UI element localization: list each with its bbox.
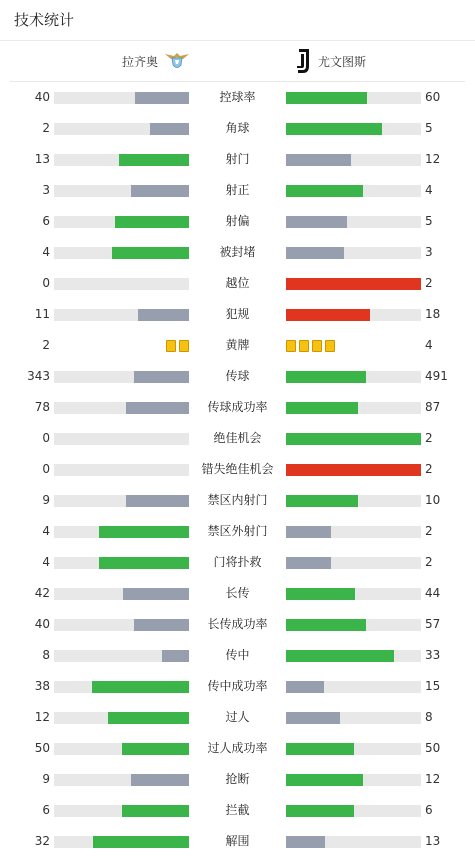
home-stat-value: 42	[34, 586, 50, 600]
home-stat-value: 2	[42, 338, 50, 352]
stat-label: 解围	[225, 834, 250, 848]
away-stat-bar	[286, 185, 363, 197]
away-stat-value: 13	[425, 834, 441, 848]
stat-label: 越位	[225, 276, 250, 290]
away-stat-bar	[286, 309, 370, 321]
away-stat-value: 4	[425, 338, 433, 352]
away-stat-bar-track	[286, 526, 421, 538]
home-stat-value: 2	[42, 121, 50, 135]
away-stat-bar-track	[286, 681, 421, 693]
home-stat-bar-track	[54, 836, 189, 848]
home-stat-value: 3	[42, 183, 50, 197]
away-stat-value: 8	[425, 710, 433, 724]
lazio-eagle-crest-icon	[164, 51, 190, 71]
away-stat-value: 50	[425, 741, 441, 755]
away-stat-value: 10	[425, 493, 441, 507]
stat-row	[0, 392, 475, 423]
away-team-name: 尤文图斯	[318, 54, 367, 69]
home-stat-value: 4	[42, 555, 50, 569]
stat-row	[0, 423, 475, 454]
home-stat-bar	[150, 123, 189, 135]
away-stat-value: 5	[425, 121, 433, 135]
home-stat-bar-track	[54, 743, 189, 755]
away-stat-bar	[286, 743, 354, 755]
stat-row	[0, 237, 475, 268]
away-stat-bar	[286, 216, 347, 228]
away-stat-bar-track	[286, 278, 421, 290]
away-stat-bar-track	[286, 743, 421, 755]
home-stat-value: 0	[42, 462, 50, 476]
away-stat-bar	[286, 154, 351, 166]
away-stat-value: 2	[425, 555, 433, 569]
away-stat-bar-track	[286, 774, 421, 786]
home-stat-bar-track	[54, 371, 189, 383]
home-stat-bar	[93, 836, 189, 848]
away-stat-bar	[286, 495, 358, 507]
home-stat-value: 50	[34, 741, 50, 755]
home-stat-value: 0	[42, 431, 50, 445]
away-stat-bar-track	[286, 247, 421, 259]
home-stat-bar-track	[54, 681, 189, 693]
stat-label: 拦截	[225, 803, 250, 817]
away-stat-bar-track	[286, 805, 421, 817]
away-stat-value: 491	[425, 369, 448, 383]
home-stat-bar-track	[54, 216, 189, 228]
home-stat-bar	[138, 309, 189, 321]
stat-row	[0, 826, 475, 857]
away-stat-bar	[286, 278, 421, 290]
home-stat-bar-track	[54, 185, 189, 197]
home-stat-bar-track	[54, 588, 189, 600]
stat-row	[0, 764, 475, 795]
away-stat-bar-track	[286, 216, 421, 228]
stat-label: 传中成功率	[207, 679, 268, 693]
away-stat-bar-track	[286, 619, 421, 631]
home-stat-bar	[162, 650, 189, 662]
home-stat-value: 40	[34, 617, 50, 631]
away-stat-bar	[286, 402, 358, 414]
home-team-name: 拉齐奥	[121, 54, 158, 69]
home-stat-value: 40	[34, 90, 50, 104]
home-stat-value: 9	[42, 772, 50, 786]
away-stat-value: 2	[425, 431, 433, 445]
stat-row	[0, 454, 475, 485]
away-stat-bar	[286, 247, 344, 259]
stat-label: 传球成功率	[207, 400, 268, 414]
stat-row	[0, 609, 475, 640]
stat-label: 传球	[225, 369, 250, 383]
home-stat-bar-track	[54, 650, 189, 662]
stat-row	[0, 206, 475, 237]
home-stat-bar-track	[54, 123, 189, 135]
home-stat-bar-track	[54, 402, 189, 414]
home-stat-value: 11	[34, 307, 50, 321]
away-team[interactable]	[296, 41, 366, 81]
stat-label: 被封堵	[219, 245, 256, 259]
away-stat-bar-track	[286, 371, 421, 383]
away-stat-bar	[286, 464, 421, 476]
away-stat-value: 3	[425, 245, 433, 259]
stat-label: 禁区外射门	[207, 524, 268, 538]
home-stat-bar-track	[54, 92, 189, 104]
away-stat-value: 2	[425, 276, 433, 290]
home-stat-value: 38	[34, 679, 50, 693]
away-stat-bar-track	[286, 92, 421, 104]
stat-row	[0, 485, 475, 516]
home-stat-value: 9	[42, 493, 50, 507]
home-stat-bar	[108, 712, 189, 724]
home-stat-bar-track	[54, 154, 189, 166]
stat-label: 射正	[225, 183, 250, 197]
stat-label: 黄牌	[225, 338, 250, 352]
home-stat-bar	[92, 681, 189, 693]
away-stat-bar-track	[286, 433, 421, 445]
away-stat-bar	[286, 123, 382, 135]
yellow-card-icon	[286, 340, 296, 352]
away-stat-value: 2	[425, 524, 433, 538]
away-stat-value: 5	[425, 214, 433, 228]
away-stat-bar-track	[286, 309, 421, 321]
home-stat-bar	[115, 216, 189, 228]
stat-row	[0, 578, 475, 609]
home-stat-value: 32	[34, 834, 50, 848]
stat-row	[0, 516, 475, 547]
away-stat-bar-track	[286, 123, 421, 135]
away-stat-bar-track	[286, 464, 421, 476]
home-stat-bar	[99, 557, 189, 569]
away-stat-bar-track	[286, 836, 421, 848]
away-stat-bar	[286, 588, 355, 600]
stat-row	[0, 113, 475, 144]
home-stat-value: 12	[34, 710, 50, 724]
stat-row	[0, 144, 475, 175]
home-stat-bar-track	[54, 247, 189, 259]
away-stat-bar	[286, 681, 324, 693]
away-stat-value: 60	[425, 90, 441, 104]
away-stat-bar	[286, 805, 354, 817]
home-stat-bar	[123, 588, 189, 600]
yellow-card-icon	[325, 340, 335, 352]
stat-label: 门将扑救	[213, 555, 262, 569]
stat-label: 禁区内射门	[207, 493, 268, 507]
away-stat-bar-track	[286, 402, 421, 414]
home-yellow-cards	[166, 340, 189, 353]
stat-row	[0, 640, 475, 671]
away-stat-bar-track	[286, 712, 421, 724]
away-stat-bar-track	[286, 185, 421, 197]
stat-label: 射偏	[225, 214, 250, 228]
home-stat-value: 6	[42, 214, 50, 228]
home-team[interactable]	[122, 41, 190, 81]
away-stat-bar	[286, 774, 363, 786]
stat-label: 长传	[225, 586, 250, 600]
away-yellow-cards	[286, 340, 335, 353]
home-stat-bar	[134, 619, 189, 631]
away-stat-bar	[286, 619, 366, 631]
stat-row	[0, 702, 475, 733]
away-stat-bar	[286, 712, 340, 724]
stat-label: 抢断	[225, 772, 250, 786]
stat-row	[0, 330, 475, 361]
away-stat-bar	[286, 92, 367, 104]
stat-row	[0, 547, 475, 578]
stat-row	[0, 299, 475, 330]
away-stat-value: 15	[425, 679, 441, 693]
stat-row	[0, 671, 475, 702]
home-stat-bar-track	[54, 774, 189, 786]
home-stat-value: 6	[42, 803, 50, 817]
away-stat-bar	[286, 433, 421, 445]
home-stat-bar	[134, 371, 189, 383]
stat-row	[0, 733, 475, 764]
away-stat-value: 12	[425, 772, 441, 786]
home-stat-bar-track	[54, 309, 189, 321]
stat-label: 过人	[225, 710, 250, 724]
home-stat-value: 78	[34, 400, 50, 414]
page-title: 技术统计	[0, 0, 475, 41]
away-stat-bar	[286, 650, 394, 662]
home-stat-bar	[126, 402, 189, 414]
stat-label: 过人成功率	[207, 741, 268, 755]
away-stat-bar	[286, 836, 325, 848]
home-stat-value: 343	[27, 369, 50, 383]
stat-label: 角球	[225, 121, 250, 135]
away-stat-bar-track	[286, 588, 421, 600]
away-stat-value: 6	[425, 803, 433, 817]
stat-row	[0, 82, 475, 113]
away-stat-bar-track	[286, 650, 421, 662]
home-stat-bar	[126, 495, 189, 507]
home-stat-value: 4	[42, 245, 50, 259]
away-stat-bar-track	[286, 495, 421, 507]
yellow-card-icon	[179, 340, 189, 352]
home-stat-bar-track	[54, 805, 189, 817]
home-stat-bar	[131, 185, 189, 197]
stat-label: 错失绝佳机会	[201, 462, 274, 476]
yellow-card-icon	[166, 340, 176, 352]
home-stat-bar-track	[54, 278, 189, 290]
stat-label: 传中	[225, 648, 250, 662]
away-stat-value: 87	[425, 400, 441, 414]
home-stat-bar	[131, 774, 189, 786]
home-stat-bar-track	[54, 495, 189, 507]
away-stat-bar-track	[286, 557, 421, 569]
stat-row	[0, 795, 475, 826]
away-stat-value: 18	[425, 307, 441, 321]
stats-list	[0, 82, 475, 857]
home-stat-value: 0	[42, 276, 50, 290]
stat-label: 长传成功率	[207, 617, 268, 631]
home-stat-bar-track	[54, 557, 189, 569]
home-stat-bar	[112, 247, 189, 259]
home-stat-bar	[135, 92, 189, 104]
stat-row	[0, 175, 475, 206]
stat-label: 射门	[225, 152, 250, 166]
away-stat-bar	[286, 526, 331, 538]
yellow-card-icon	[299, 340, 309, 352]
away-stat-value: 33	[425, 648, 441, 662]
home-stat-bar-track	[54, 433, 189, 445]
away-stat-value: 4	[425, 183, 433, 197]
home-stat-value: 13	[34, 152, 50, 166]
home-stat-value: 4	[42, 524, 50, 538]
stat-label: 犯规	[225, 307, 250, 321]
stat-label: 控球率	[219, 90, 256, 104]
away-stat-bar	[286, 371, 366, 383]
away-stat-value: 57	[425, 617, 441, 631]
stat-row	[0, 268, 475, 299]
away-stat-value: 2	[425, 462, 433, 476]
home-stat-bar	[122, 805, 190, 817]
away-stat-bar	[286, 557, 331, 569]
home-stat-bar	[119, 154, 189, 166]
home-stat-bar-track	[54, 712, 189, 724]
stat-row	[0, 361, 475, 392]
home-stat-bar-track	[54, 464, 189, 476]
away-stat-value: 12	[425, 152, 441, 166]
yellow-card-icon	[312, 340, 322, 352]
away-stat-value: 44	[425, 586, 441, 600]
home-stat-bar-track	[54, 619, 189, 631]
away-stat-bar-track	[286, 154, 421, 166]
stat-label: 绝佳机会	[213, 431, 262, 445]
home-stat-value: 8	[42, 648, 50, 662]
home-stat-bar	[99, 526, 189, 538]
home-stat-bar	[122, 743, 190, 755]
juventus-j-logo-icon	[296, 48, 312, 74]
home-stat-bar-track	[54, 526, 189, 538]
team-header	[10, 41, 465, 82]
